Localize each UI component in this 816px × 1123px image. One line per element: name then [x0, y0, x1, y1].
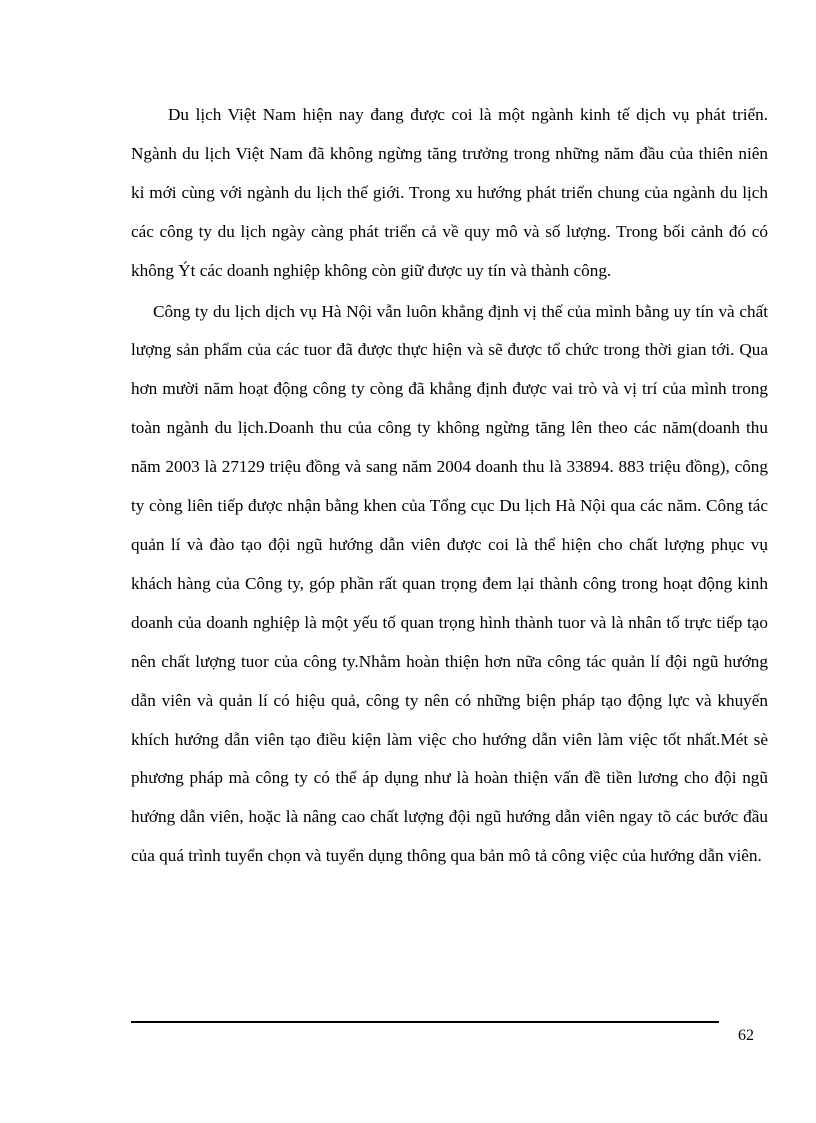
page-number: 62 — [738, 1027, 754, 1044]
body-text — [131, 96, 768, 876]
footer-rule — [131, 1021, 719, 1023]
paragraph-company: Công ty du lịch dịch vụ Hà Nội vẫn luôn khẳng định vị thế của mình bằng uy tín và chất lượng sản phẩm của các tuor đã được thực hiện và sẽ được tổ chức trong thời gian tới. Qua hơn mười năm hoạt động công ty còng đã khẳng định được vai trò và vị trí của mình trong toàn ngành du lịch.Doanh thu của công ty không ngừng tăng lên theo các năm(doanh thu năm 2003 là 27129 triệu đồng và sang năm 2004 doanh thu là 33894. 883 triệu đồng), công ty còng liên tiếp được nhận bằng khen của Tổng cục Du lịch Hà Nội qua các năm. Công tác quản lí và đào tạo đội ngũ hướng dẫn viên được coi là thể hiện cho chất lượng phục vụ khách hàng của Công ty, góp phần rất quan trọng đem lại thành công trong hoạt động kinh doanh của doanh nghiệp là một yếu tố quan trọng hình thành tuor và là nhân tố trực tiếp tạo nên chất lượng tuor của công ty.Nhằm hoàn thiện hơn nữa công tác quản lí đội ngũ hướng dẫn viên và quản lí có hiệu quả, công ty nên có những biện pháp tạo động lực và khuyến khích hướng dẫn viên tạo điều kiện làm việc cho hướng dẫn viên làm việc tốt nhất.Mét sè phương pháp mà công ty có thể áp dụng như là hoàn thiện vấn đề tiền lương cho đội ngũ hướng dẫn viên, hoặc là nâng cao chất lượng đội ngũ hướng dẫn viên ngay tõ các bước đầu của quá trình tuyển chọn và tuyển dụng thông qua bản mô tả công việc của hướng dẫn viên. — [131, 301, 768, 866]
paragraph-intro: Du lịch Việt Nam hiện nay đang được coi là một ngành kinh tế dịch vụ phát triển. Ngành du lịch Việt Nam đã không ngừng tăng trưởng trong những năm đầu của thiên niên kỉ mới cùng với ngành du lịch thế giới. Trong xu hướng phát triển chung của ngành du lịch các công ty du lịch ngày càng phát triển cả về quy mô và số lượng. Trong bối cảnh đó có không Ýt các doanh nghiệp không còn giữ được uy tín và thành công. — [131, 105, 768, 280]
